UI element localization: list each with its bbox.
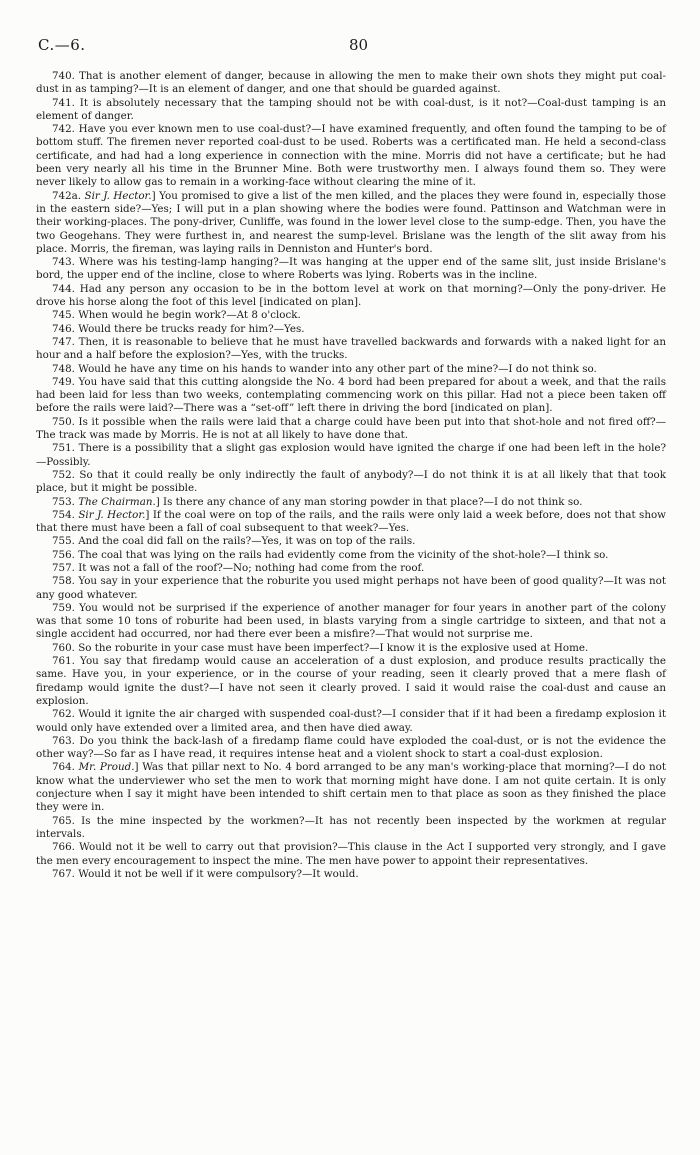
paragraph-text: ] You promised to give a list of the men killed, and the places they were found in, especially those in the eastern side?—Yes; I will put in a plan showing where the bodies were found. Pattinson and Watchman were in their working-places. The pony-driver, Cunliffe, was found in the lower level close to the sump-edge. Then, you have the two Geogehans. They were furthest in, and nearest the sump-level. Brislane was the length of the slit away from his place. Morris, the fireman, was laying rails in Denniston and Hunter's bord. — [36, 189, 666, 255]
paragraph-text: 746. Would there be trucks ready for him?—Yes. — [52, 322, 305, 335]
testimony-paragraph — [36, 761, 666, 814]
question-number: 764. — [52, 761, 79, 774]
testimony-paragraph — [36, 336, 666, 363]
paragraph-text: 751. There is a possibility that a slight gas explosion would have ignited the charge if one had been left in the hole?—Possibly. — [36, 442, 666, 468]
testimony-body — [36, 70, 666, 881]
paragraph-text: 748. Would he have any time on his hands to wander into any other part of the mine?—I do not think so. — [52, 362, 597, 375]
paragraph-text: 761. You say that firedamp would cause an acceleration of a dust explosion, and produce results practically the same. Have you, in your experience, or in the course of your reading, seen it clearly proved that a mere flash of firedamp would ignite the dust?—I have not seen it clearly proved. I said it would raise the coal-dust and cause an explosion. — [36, 655, 666, 707]
speaker-name: Mr. Proud. — [78, 761, 135, 774]
paragraph-text: 763. Do you think the back-lash of a firedamp flame could have exploded the coal-dust, or is not the evidence the other way?—So far as I have read, it requires intense heat and a violent shock to start a coal-dust explosion. — [36, 734, 666, 761]
paragraph-text: 758. You say in your experience that the roburite you used might perhaps not have been of good quality?—It was not any good whatever. — [36, 575, 666, 601]
testimony-paragraph — [36, 469, 666, 496]
testimony-paragraph — [36, 575, 666, 602]
paragraph-text: 749. You have said that this cutting alongside the No. 4 bord had been prepared for about a week, and that the rails had been laid for less than two weeks, contemplating commencing work on this pillar. Had not a piece been taken off before the rails were laid?—There was a “set-off” left there in driving the bord [indicated on plan]. — [36, 375, 666, 415]
testimony-paragraph — [36, 708, 666, 735]
paragraph-text: ] Was that pillar next to No. 4 bord arranged to be any man's working-place that morning?—I do not know what the underviewer who set the men to work that morning might have done. I am not quite certain. It is only conjecture when I say it might have been intended to shift certain men to that place as soon as they finished the place they were in. — [36, 761, 666, 814]
speaker-name: Sir J. Hector. — [78, 508, 146, 521]
paragraph-text: 760. So the roburite in your case must have been imperfect?—I know it is the explosive used at Home. — [52, 641, 589, 654]
paragraph-text: 744. Had any person any occasion to be in the bottom level at work on that morning?—Only the pony-driver. He drove his horse along the foot of this level [indicated on plan]. — [36, 282, 666, 309]
paragraph-text: 767. Would it not be well if it were compulsory?—It would. — [52, 867, 359, 880]
testimony-paragraph — [36, 283, 666, 310]
page-number: 80 — [349, 36, 369, 54]
paragraph-text: 766. Would not it be well to carry out that provision?—This clause in the Act I supported very strongly, and I gave the men every encouragement to inspect the mine. The men have power to appoint their representatives. — [36, 841, 666, 867]
paragraph-text: 747. Then, it is reasonable to believe that he must have travelled backwards and forwards with a naked light for an hour and a half before the explosion?—Yes, with the trucks. — [36, 335, 666, 362]
paragraph-text: ] Is there any chance of any man storing powder in that place?—I do not think so. — [155, 495, 583, 508]
testimony-paragraph — [36, 363, 666, 376]
testimony-paragraph — [36, 735, 666, 762]
paragraph-text: 750. Is it possible when the rails were laid that a charge could have been put into that shot-hole and not fired off?—The track was made by Morris. He is not at all likely to have done that. — [36, 415, 666, 442]
speaker-name: The Chairman. — [78, 495, 156, 508]
paragraph-text: 756. The coal that was lying on the rails had evidently come from the vicinity of the shot-hole?—I think so. — [52, 548, 609, 561]
testimony-paragraph — [36, 323, 666, 336]
testimony-paragraph — [36, 309, 666, 322]
paragraph-text: 740. That is another element of danger, because in allowing the men to make their own shots they might put coal-dust in as tamping?—It is an element of danger, and one that should be guarded against. — [36, 70, 666, 96]
paragraph-text: 755. And the coal did fall on the rails?—Yes, it was on top of the rails. — [52, 535, 416, 548]
testimony-paragraph — [36, 535, 666, 548]
question-number: 753. — [52, 495, 79, 508]
question-number: 754. — [52, 508, 79, 521]
paragraph-text: 762. Would it ignite the air charged with suspended coal-dust?—I consider that if it had been a firedamp explosion it would only have extended over a limited area, and then have died away. — [36, 708, 666, 734]
testimony-paragraph — [36, 97, 666, 124]
testimony-paragraph — [36, 496, 666, 509]
paragraph-text: 743. Where was his testing-lamp hanging?—It was hanging at the upper end of the same slit, just inside Brislane's bord, the upper end of the incline, close to where Roberts was lying. Roberts was in the incline. — [36, 256, 666, 282]
testimony-paragraph — [36, 190, 666, 256]
paragraph-text: 765. Is the mine inspected by the workmen?—It has not recently been inspected by the workmen at regular intervals. — [36, 814, 666, 840]
paragraph-text: 752. So that it could really be only indirectly the fault of anybody?—I do not think it is at all likely that that took place, but it might be possible. — [36, 468, 666, 495]
testimony-paragraph — [36, 868, 666, 881]
testimony-paragraph — [36, 123, 666, 189]
testimony-paragraph — [36, 70, 666, 97]
testimony-paragraph — [36, 416, 666, 443]
paragraph-text: 741. It is absolutely necessary that the tamping should not be with coal-dust, is it not?—Coal-dust tamping is an element of danger. — [36, 96, 666, 122]
paragraph-text: ] If the coal were on top of the rails, and the rails were only laid a week before, does not that show that there must have been a fall of coal subsequent to that week?—Yes. — [36, 508, 666, 535]
paragraph-text: 745. When would he begin work?—At 8 o'clock. — [52, 309, 301, 322]
testimony-paragraph — [36, 602, 666, 642]
testimony-paragraph — [36, 562, 666, 575]
testimony-paragraph — [36, 655, 666, 708]
testimony-paragraph — [36, 841, 666, 868]
testimony-paragraph — [36, 376, 666, 416]
testimony-paragraph — [36, 509, 666, 536]
testimony-paragraph — [36, 256, 666, 283]
testimony-paragraph — [36, 642, 666, 655]
testimony-paragraph — [36, 549, 666, 562]
testimony-paragraph — [36, 442, 666, 469]
paragraph-text: 759. You would not be surprised if the experience of another manager for four years in another part of the colony was that some 10 tons of roburite had been used, in blasts varying from a single cartridge to sixteen, and that not a single accident had occurred, nor had there ever been a misfire?—That would not surprise me. — [36, 601, 666, 641]
series-reference: C.—6. — [38, 36, 86, 54]
testimony-paragraph — [36, 815, 666, 842]
speaker-name: Sir J. Hector. — [84, 189, 152, 202]
paragraph-text: 757. It was not a fall of the roof?—No; nothing had come from the roof. — [52, 561, 425, 574]
question-number: 742a. — [52, 189, 85, 202]
paragraph-text: 742. Have you ever known men to use coal-dust?—I have examined frequently, and often found the tamping to be of bottom stuff. The firemen never reported coal-dust to be used. Roberts was a certificated man. He held a second-class certificate, and had had a long experience in connection with the mine. Morris did not have a certificate; but he had been very nearly all his time in the Brunner Mine. Both were trustworthy men. I always found them so. They were never likely to allow gas to remain in a working-face without clearing the mine of it. — [36, 123, 666, 189]
